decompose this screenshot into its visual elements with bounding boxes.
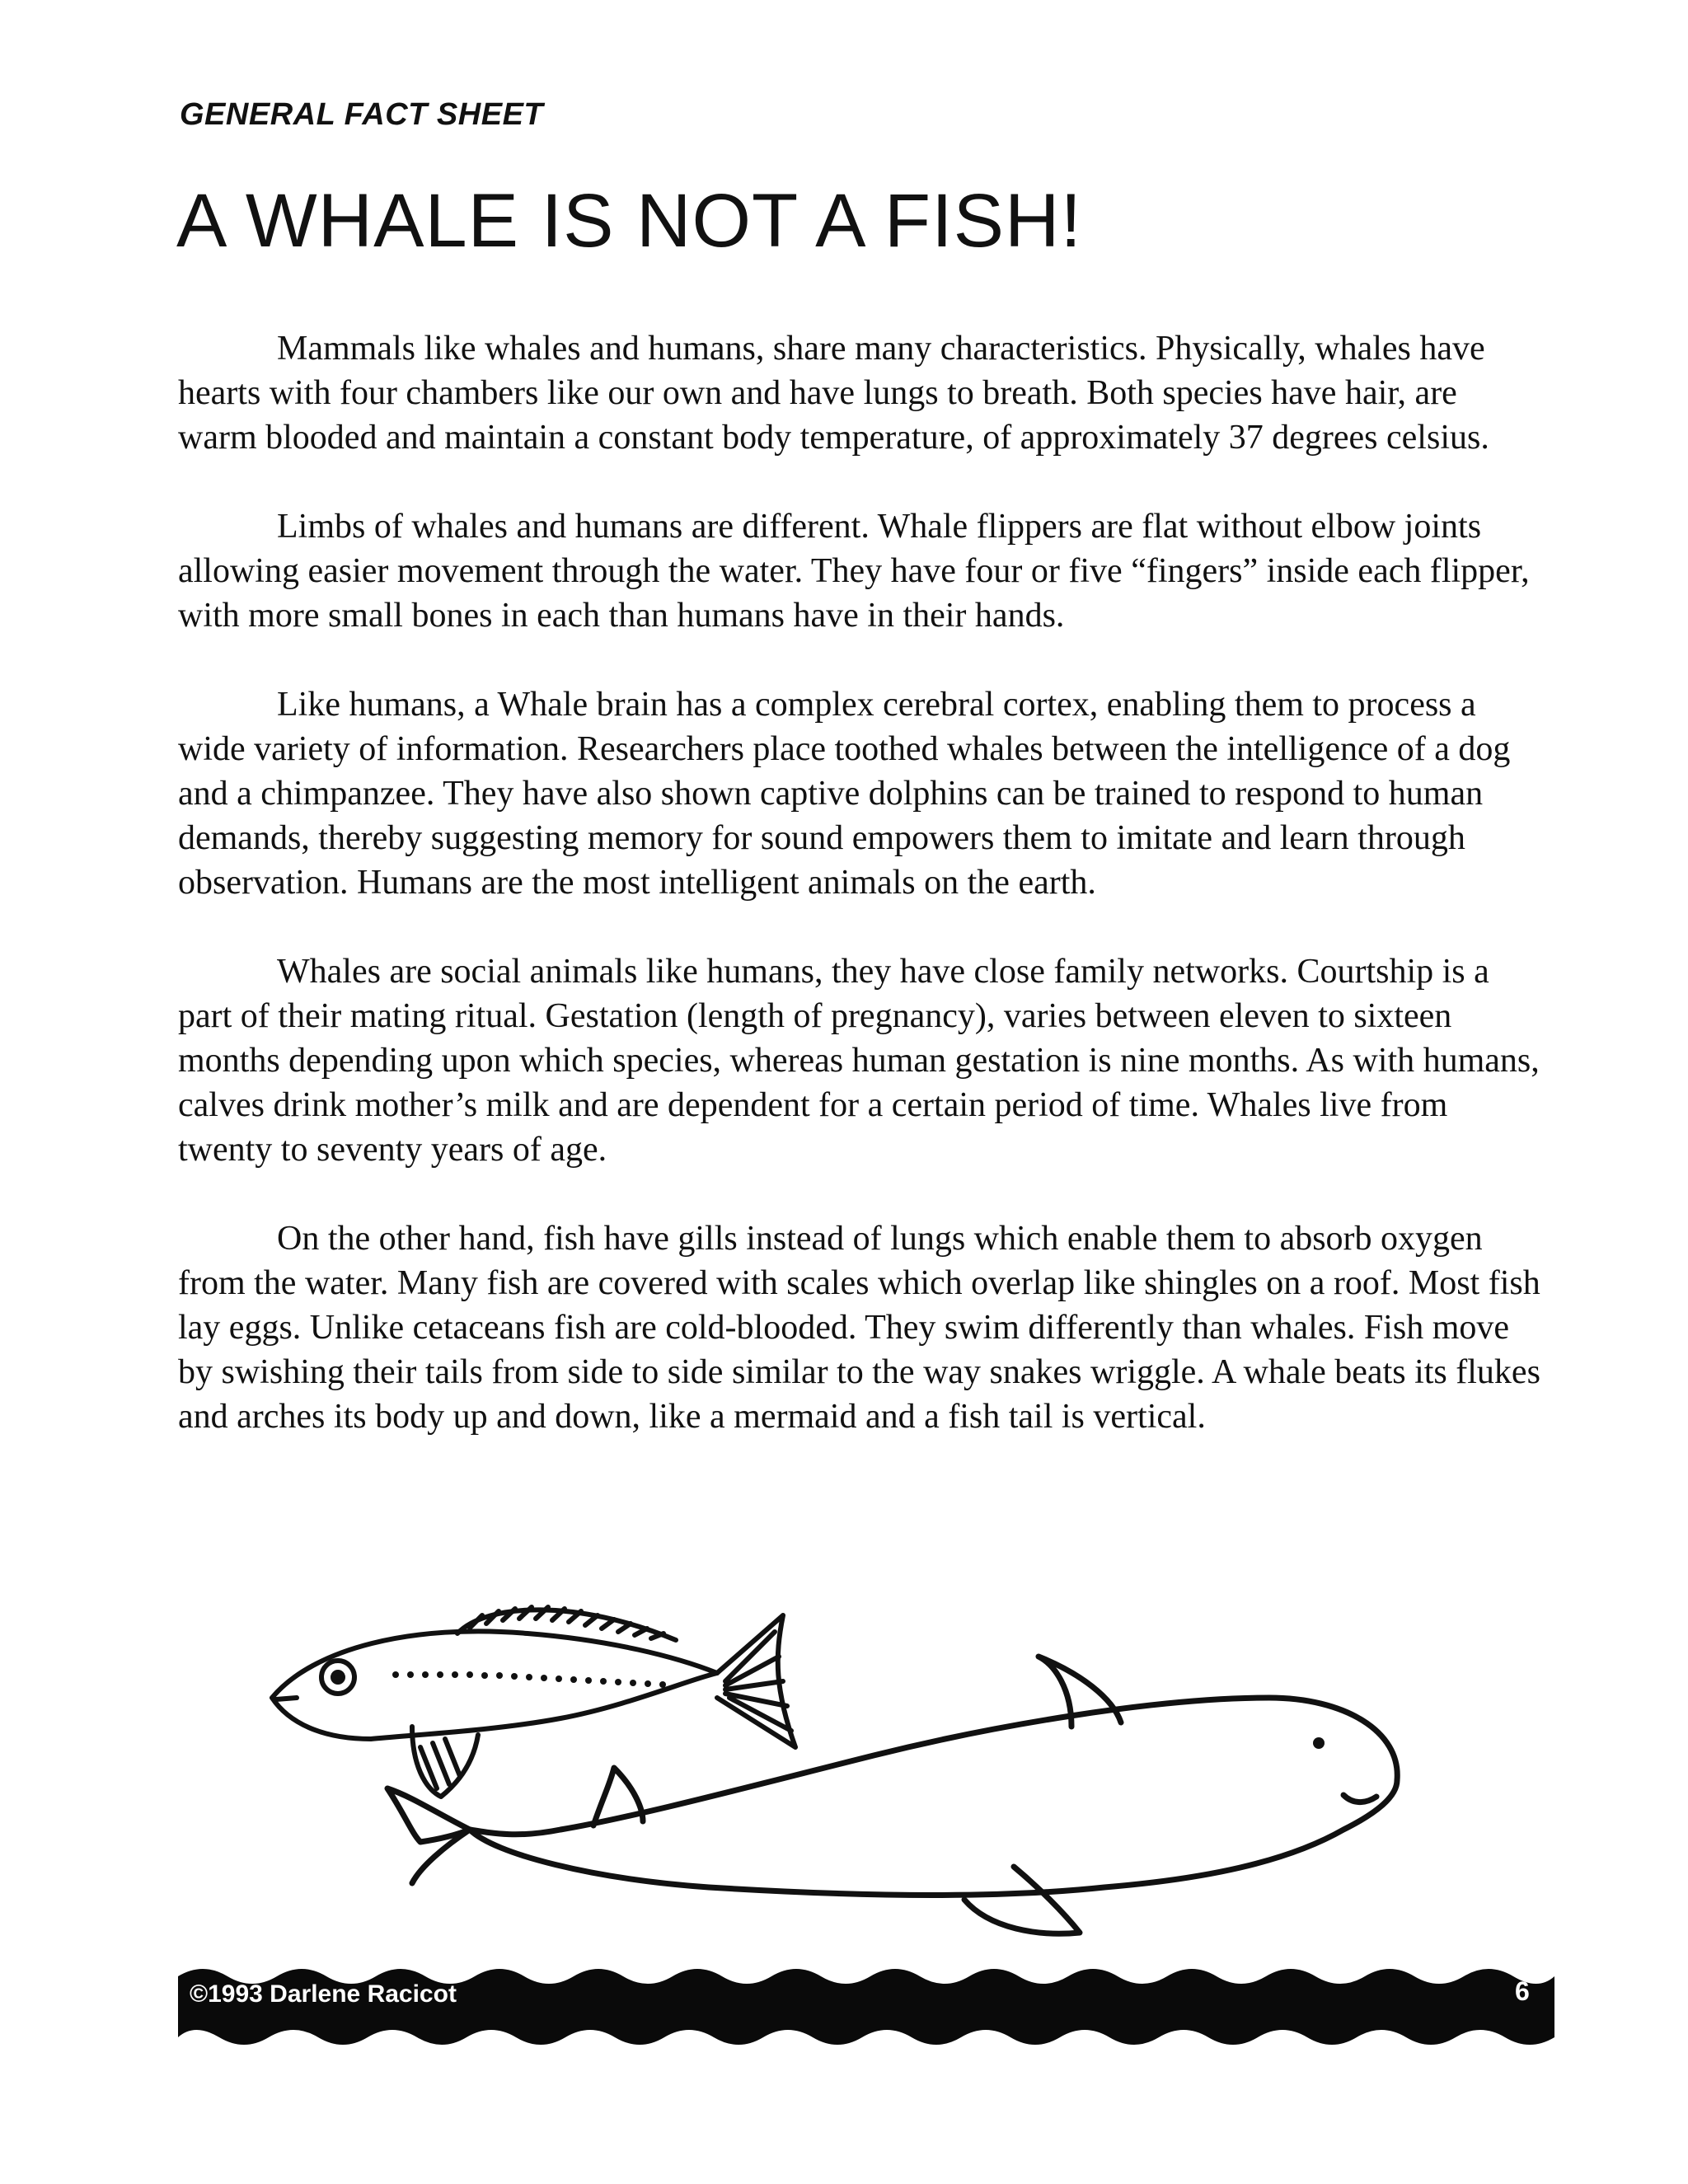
fish-and-whale-illustration <box>247 1582 1467 1945</box>
paragraph-brain: Like humans, a Whale brain has a complex cerebral cortex, enabling them to process a wide variety of information. Researchers place toothed whales between the intelligence of a dog and a chimpanzee. They have also shown captive dolphins can be trained to respond to human demands, thereby suggesting memory for sound empowers them to imitate and learn through observation. Humans are the most intelligent animals on the earth. <box>178 686 1511 902</box>
fish-lateral-line <box>392 1671 666 1688</box>
page-title: A WHALE IS NOT A FISH! <box>176 179 1083 263</box>
paragraph-mammal-traits: Mammals like whales and humans, share many characteristics. Physically, whales have hearts with four chambers like our own and have lungs to breath. Both species have hair, are warm blooded and maintain a constant body temperature, of approximately 37 degrees celsius. <box>178 330 1489 457</box>
page-number: 6 <box>1515 1976 1530 2006</box>
whale-drawing <box>387 1657 1397 1933</box>
whale-eye <box>1313 1737 1325 1749</box>
fish-drawing <box>272 1607 795 1797</box>
paragraph-fish: On the other hand, fish have gills instead of lungs which enable them to absorb oxygen from the water. Many fish are covered with scales which overlap like shingles on a roof. Most fish lay eggs. Unlike cetaceans fish are cold-blooded. They swim differently than whales. Fish move by swishing their tails from side to side similar to the way snakes wriggle. A whale beats its flukes and arches its body up and down, like a mermaid and a fish tail is vertical. <box>178 1220 1540 1436</box>
paragraph-social: Whales are social animals like humans, they have close family networks. Courtship is a part of their mating ritual. Gestation (length of pregnancy), varies between eleven to sixteen months depending upon which species, whereas human gestation is nine months. As with humans, calves drink mother’s milk and are dependent for a certain period of time. Whales live from twenty to seventy years of age. <box>178 953 1540 1169</box>
article-body <box>178 326 1542 1483</box>
paragraph-limbs: Limbs of whales and humans are different. Whale flippers are flat without elbow joints allowing easier movement through the water. They have four or five “fingers” inside each flipper, with more small bones in each than humans have in their hands. <box>178 508 1530 635</box>
copyright-notice: ©1993 Darlene Racicot <box>190 1980 457 2008</box>
section-kicker: GENERAL FACT SHEET <box>180 97 544 132</box>
